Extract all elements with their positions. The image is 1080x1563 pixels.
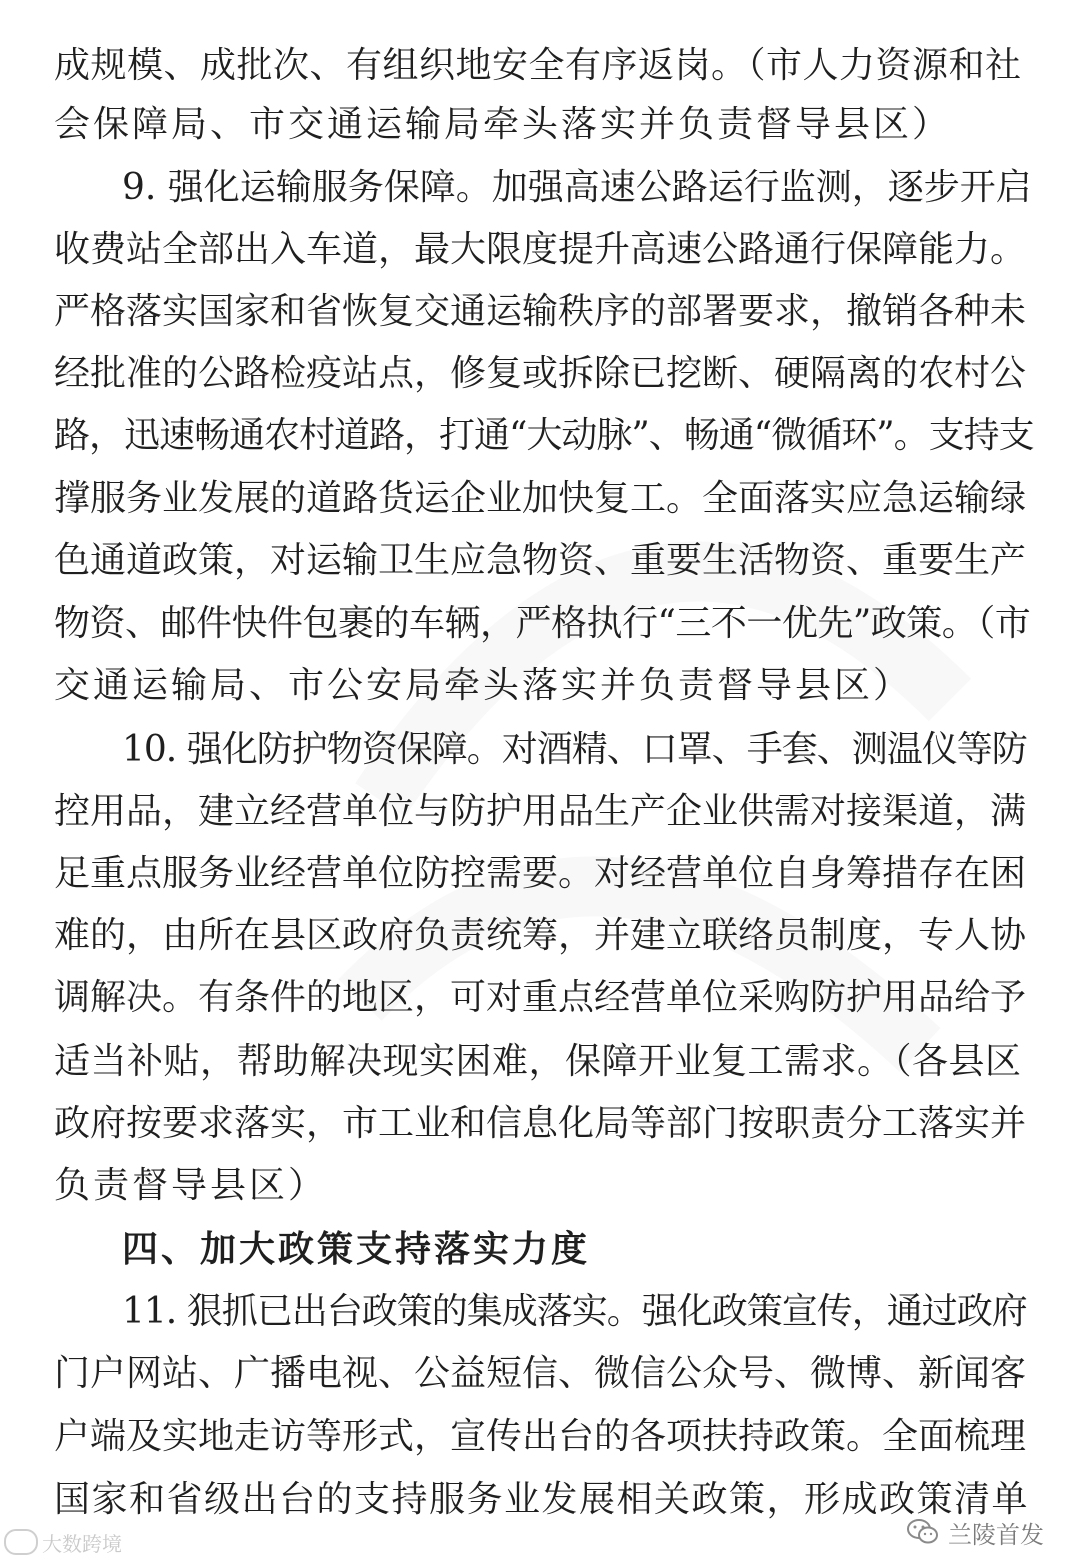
text-line: 控用品，建立经营单位与防护用品生产企业供需对接渠道，满 bbox=[54, 791, 1027, 832]
text-line: 10. 强化防护物资保障。对酒精、口罩、手套、测温仪等防 bbox=[122, 729, 1027, 770]
text-line: 政府按要求落实，市工业和信息化局等部门按职责分工落实并 bbox=[54, 1103, 1027, 1144]
text-line: 会保障局、市交通运输局牵头落实并负责督导县区） bbox=[54, 104, 952, 145]
text-line: 成规模、成批次、有组织地安全有序返岗。（市人力资源和社 bbox=[54, 45, 1022, 86]
watermark-right-text: 兰陵首发 bbox=[948, 1520, 1044, 1549]
text-line: 负责督导县区） bbox=[54, 1165, 328, 1206]
source-watermark-right bbox=[906, 1515, 1044, 1549]
text-line: 适当补贴，帮助解决现实困难，保障开业复工需求。（各县区 bbox=[54, 1041, 1022, 1082]
text-line: 户端及实地走访等形式，宣传出台的各项扶持政策。全面梳理 bbox=[54, 1416, 1027, 1457]
text-line: 9. 强化运输服务保障。加强高速公路运行监测，逐步开启 bbox=[122, 167, 1032, 208]
source-watermark-left bbox=[4, 1527, 122, 1557]
section-heading: 四、加大政策支持落实力度 bbox=[122, 1229, 591, 1270]
text-line: 严格落实国家和省恢复交通运输秩序的部署要求，撤销各种未 bbox=[54, 291, 1027, 332]
text-line: 调解决。有条件的地区，可对重点经营单位采购防护用品给予 bbox=[54, 977, 1027, 1018]
watermark-left-text: 大数跨境 bbox=[42, 1531, 122, 1556]
text-line: 国家和省级出台的支持服务业发展相关政策，形成政策清单 bbox=[54, 1479, 1030, 1520]
text-line: 门户网站、广播电视、公益短信、微信公众号、微博、新闻客 bbox=[54, 1353, 1027, 1394]
text-line: 物资、邮件快件包裹的车辆，严格执行“三不一优先”政策。（市 bbox=[54, 603, 1031, 644]
text-line: 撑服务业发展的道路货运企业加快复工。全面落实应急运输绿 bbox=[54, 478, 1027, 519]
text-line: 色通道政策，对运输卫生应急物资、重要生活物资、重要生产 bbox=[54, 540, 1027, 581]
text-line: 难的，由所在县区政府负责统筹，并建立联络员制度，专人协 bbox=[54, 915, 1027, 956]
text-line: 收费站全部出入车道，最大限度提升高速公路通行保障能力。 bbox=[54, 229, 1027, 270]
text-line: 路，迅速畅通农村道路，打通“大动脉”、畅通“微循环”。支持支 bbox=[54, 415, 1034, 456]
text-line: 交通运输局、市公安局牵头落实并负责督导县区） bbox=[54, 665, 913, 706]
cloud-logo-icon bbox=[4, 1529, 38, 1555]
text-line: 11. 狠抓已出台政策的集成落实。强化政策宣传，通过政府 bbox=[122, 1291, 1027, 1332]
text-line: 足重点服务业经营单位防控需要。对经营单位自身筹措存在困 bbox=[54, 853, 1027, 894]
wechat-icon bbox=[906, 1518, 940, 1546]
text-line: 经批准的公路检疫站点，修复或拆除已挖断、硬隔离的农村公 bbox=[54, 353, 1027, 394]
